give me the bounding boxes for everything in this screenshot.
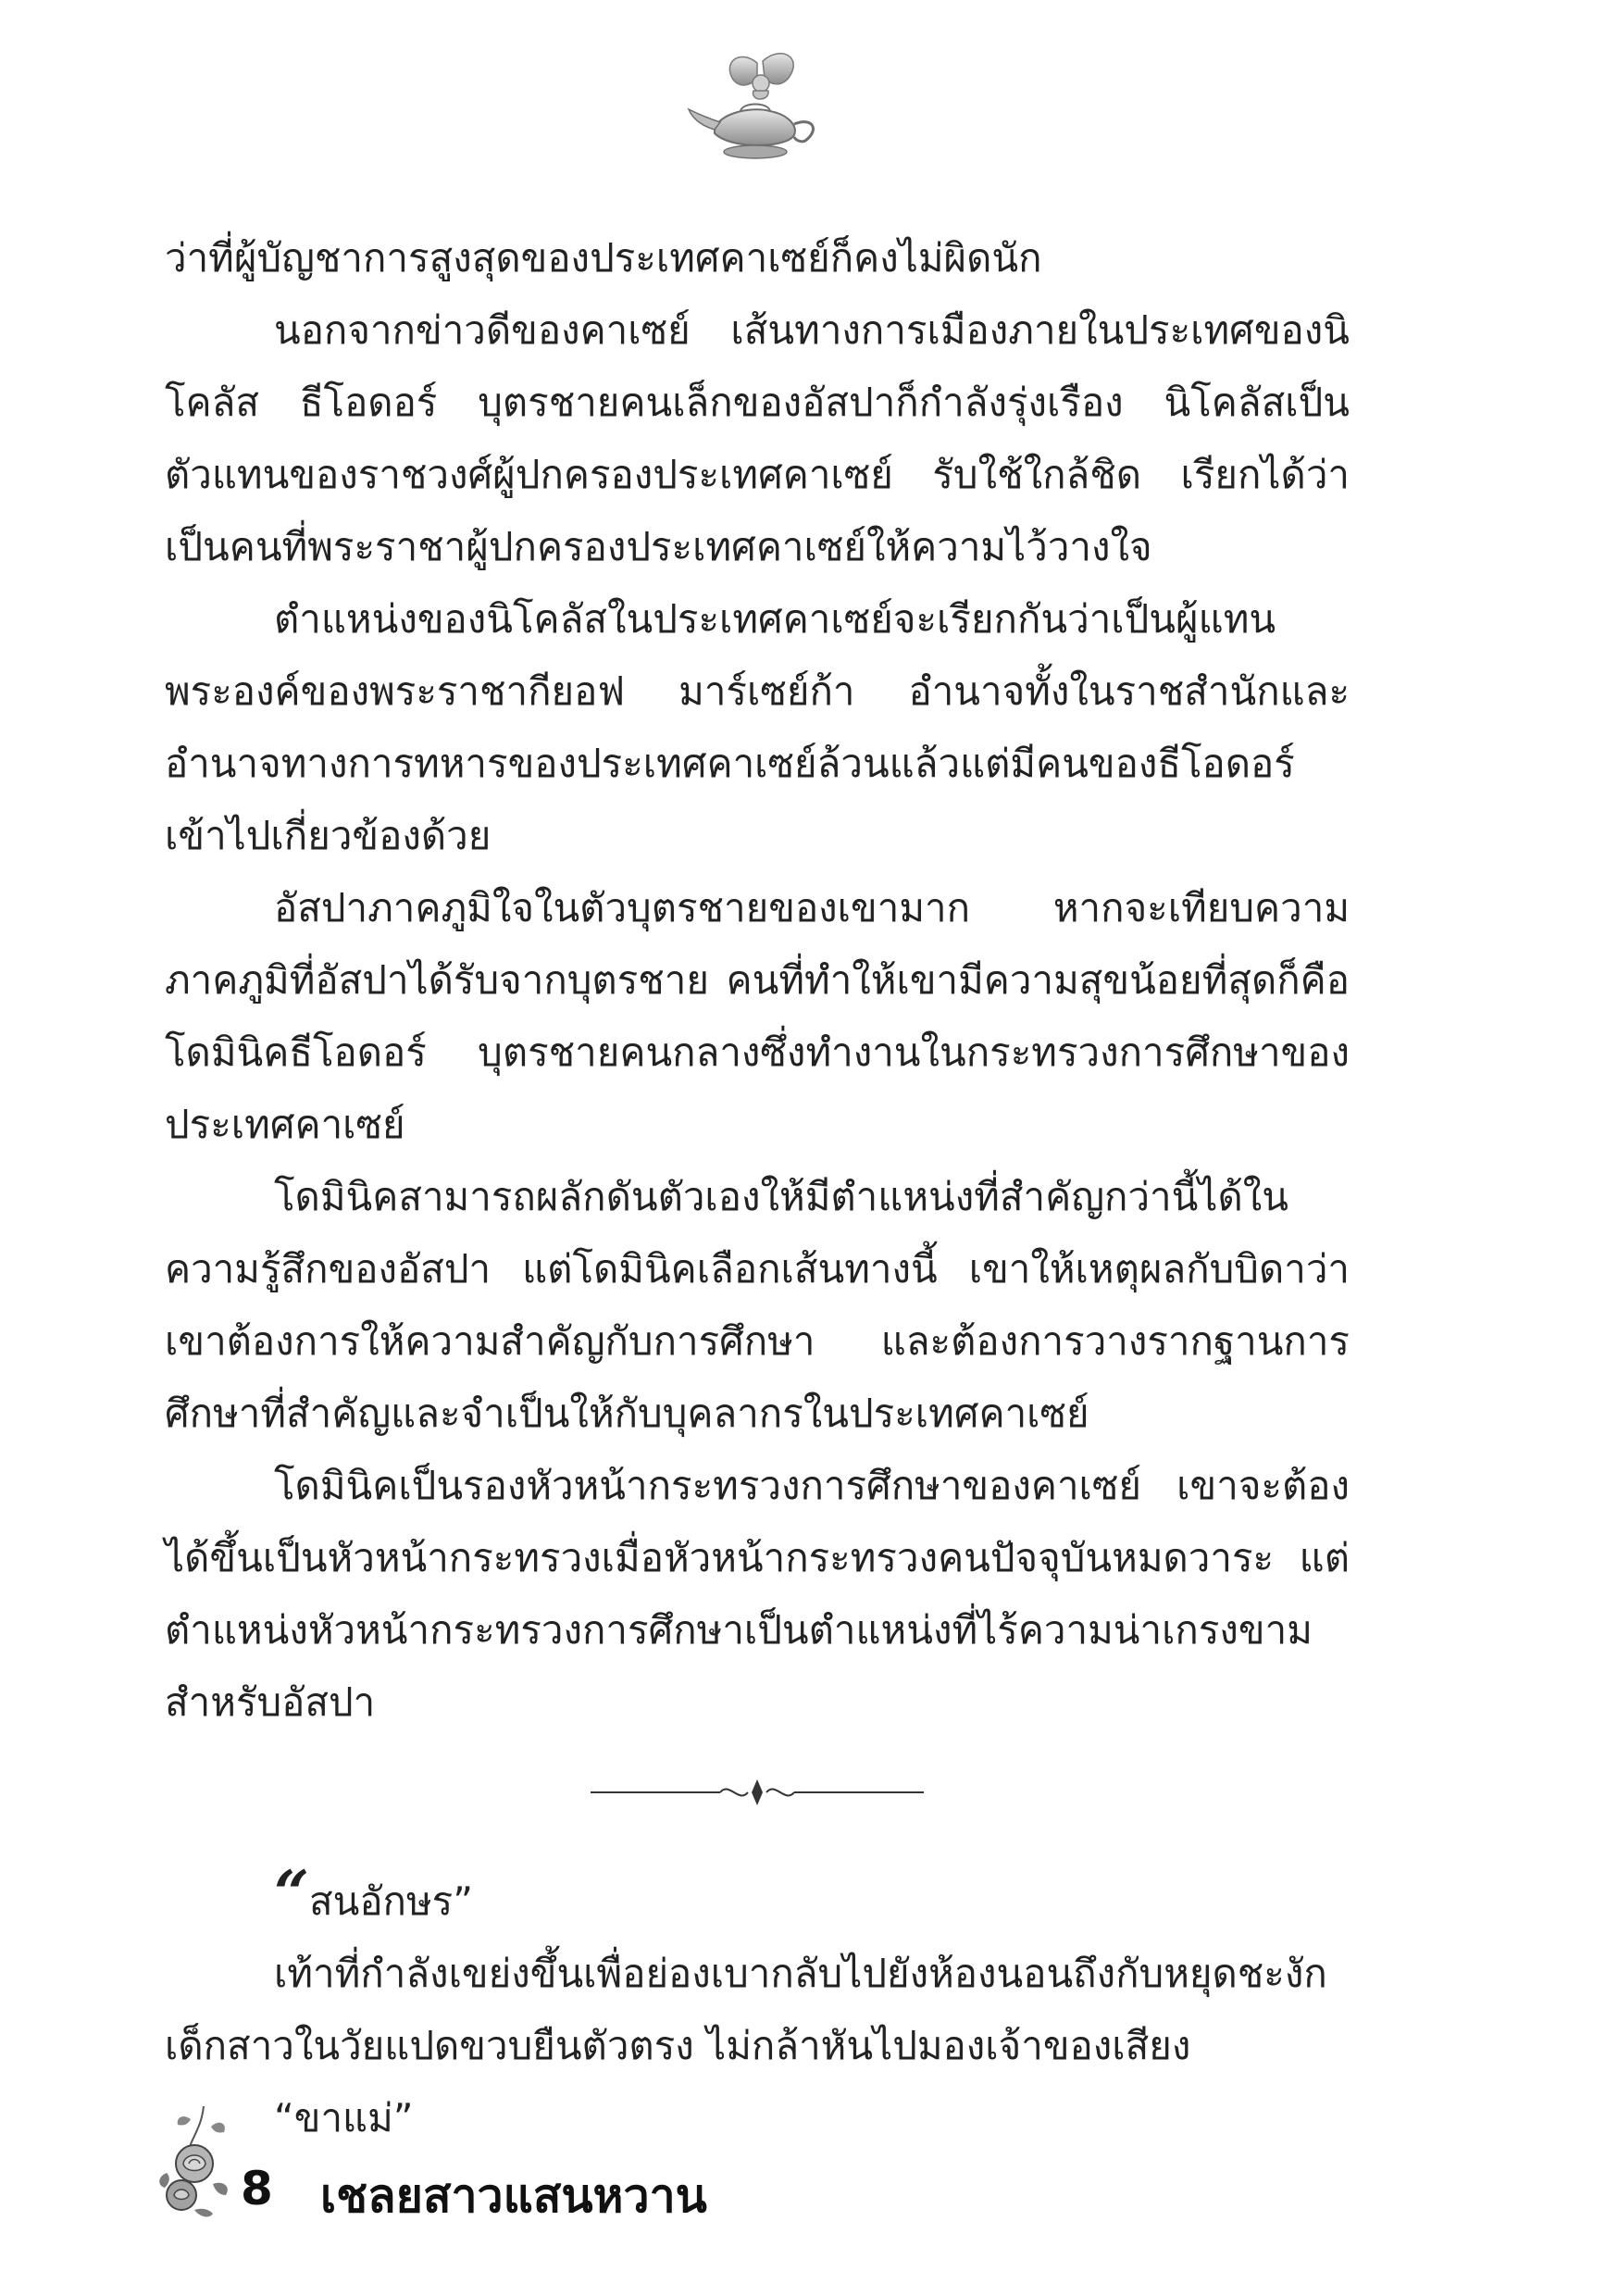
paragraph: โดมินิคสามารถผลักดันตัวเองให้มีตำแหน่งที่สำคัญกว่านี้ได้ในความรู้สึกของอัสปา แต่โดมินิคเลือกเส้นทางนี้ เขาให้เหตุผลกับบิดาว่าเขาต้องการให้ความสำคัญกับการศึกษา และต้องการวางรากฐานการศึกษาที่สำคัญและจำเป็นให้กับบุคลากรในประเทศคาเซย์ <box>165 1174 1350 1436</box>
paragraph: ว่าที่ผู้บัญชาการสูงสุดของประเทศคาเซย์ก็คงไม่ผิดนัก <box>165 235 1042 281</box>
paragraph: ตำแหน่งของนิโคลัสในประเทศคาเซย์จะเรียกกันว่าเป็นผู้แทนพระองค์ของพระราชากียอฟ มาร์เซย์ก้า อำนาจทั้งในราชสำนักและอำนาจทางการทหารของประเทศคาเซย์ล้วนแล้วแต่มีคนของธีโอดอร์เข้าไปเกี่ยวข้องด้วย <box>165 596 1350 858</box>
book-title: เชลยสาวแสนหวาน <box>320 2169 707 2223</box>
page-footer <box>157 2106 898 2227</box>
paragraph: อัสปาภาคภูมิใจในตัวบุตรชายของเขามาก หากจะเทียบความภาคภูมิที่อัสปาได้รับจากบุตรชาย คนที่ทำให้เขามีความสุขน้อยที่สุดก็คือ โดมินิคธีโอดอร์ บุตรชายคนกลางซึ่งทำงานในกระทรวงการศึกษาของประเทศคาเซย์ <box>165 885 1350 1147</box>
dialogue-opening <box>165 1857 1350 1938</box>
teapot-with-angel-ornament-icon <box>685 44 824 165</box>
section-divider <box>165 1765 1350 1820</box>
body-text <box>165 222 1350 2154</box>
opening-quote-mark: “ <box>274 1857 309 1929</box>
dialogue-last-line: “ขาแม่” <box>274 2095 414 2140</box>
page-number: 8 <box>241 2162 273 2215</box>
paragraph: โดมินิคเป็นรองหัวหน้ากระทรวงการศึกษาของคาเซย์ เขาจะต้องได้ขึ้นเป็นหัวหน้ากระทรวงเมื่อหัวหน้ากระทรวงคนปัจจุบันหมดวาระ แต่ตำแหน่งหัวหน้ากระทรวงการศึกษาเป็นตำแหน่งที่ไร้ความน่าเกรงขามสำหรับอัสปา <box>165 1463 1350 1725</box>
dialogue-first-line: สนอักษร” <box>308 1878 473 1924</box>
rose-ornament-icon <box>157 2106 250 2227</box>
paragraph: นอกจากข่าวดีของคาเซย์ เส้นทางการเมืองภายในประเทศของนิโคลัส ธีโอดอร์ บุตรชายคนเล็กของอัสปาก็กำลังรุ่งเรือง นิโคลัสเป็นตัวแทนของราชวงศ์ผู้ปกครองประเทศคาเซย์ รับใช้ใกล้ชิด เรียกได้ว่าเป็นคนที่พระราชาผู้ปกครองประเทศคาเซย์ให้ความไว้วางใจ <box>165 307 1350 569</box>
paragraph: เท้าที่กำลังเขย่งขึ้นเพื่อย่องเบากลับไปยังห้องนอนถึงกับหยุดชะงักเด็กสาวในวัยแปดขวบยืนตัวตรง ไม่กล้าหันไปมองเจ้าของเสียง <box>165 1951 1327 2068</box>
flourish-divider-icon <box>591 1774 924 1811</box>
